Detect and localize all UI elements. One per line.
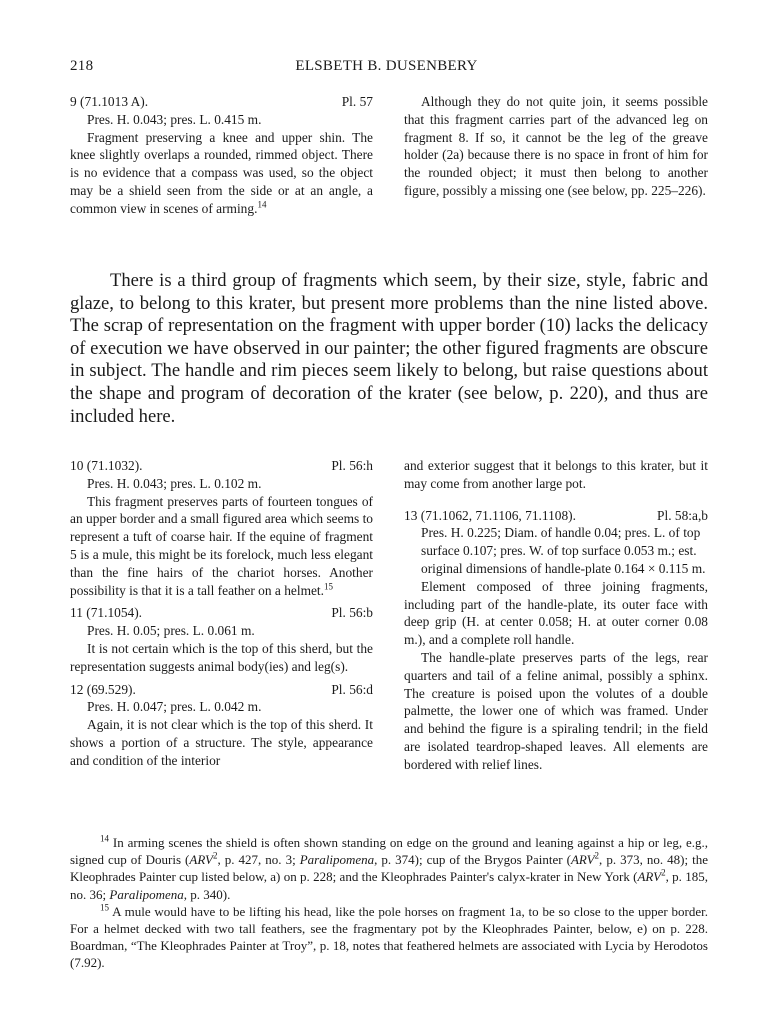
entry-9-plate: Pl. 57 bbox=[341, 94, 373, 109]
footnote-ref-15: 15 bbox=[324, 581, 333, 592]
entry-11-plate: Pl. 56:b bbox=[331, 605, 373, 621]
entry-9-continuation: Although they do not quite join, it seems possible that this fragment carries part of the advanced leg on fragment 8. If so, it cannot be the leg of the greave holder (2a) because there is no space in front of him for the rounded object; it must then belong to another figure, possibly a missing one (see below, pp. 225–226). bbox=[404, 94, 708, 198]
entry-12-description: Again, it is not clear which is the top of this sherd. It shows a portion of a structure. The style, appearance and condition of the interior bbox=[70, 717, 373, 768]
entry-13-description-1: Element composed of three joining fragments, including part of the handle-plate, its outer face with deep grip (H. at center 0.058; H. at outer corner 0.08 m.), and a complete roll handle. bbox=[404, 578, 708, 648]
footnote-ref-14: 14 bbox=[257, 199, 267, 210]
entry-10-id: 10 (71.1032). bbox=[70, 458, 143, 473]
entry-11-measurements: Pres. H. 0.05; pres. L. 0.061 m. bbox=[87, 623, 255, 639]
entry-9-id: 9 (71.1013 A). bbox=[70, 94, 149, 109]
entry-10-measurements: Pres. H. 0.043; pres. L. 0.102 m. bbox=[87, 475, 262, 491]
page-number: 218 bbox=[70, 58, 94, 74]
bottom-left-column bbox=[70, 457, 373, 770]
footnotes bbox=[70, 834, 708, 972]
entry-13-plate: Pl. 58:a,b bbox=[657, 507, 708, 523]
running-title: ELSBETH B. DUSENBERY bbox=[295, 58, 478, 74]
footnote-14: $^{14}$ In arming scenes the shield is often shown standing on edge on the ground and leaning against a hip or leg, e.g., signed cup of Douris (ARV$^2$, p. 427, no. 3; Paralipomena, p. 374); cup of the Brygos Painter (ARV$^2$, p. 373, no. 48); the Kleophrades Painter cup listed below, a) on p. 228; and the Kleophrades Painter's calyx-krater in New York (ARV$^2$, p. 185, no. 36; Paralipomena, p. 340). bbox=[70, 833, 709, 902]
entry-12-continuation: and exterior suggest that it belongs to this krater, but it may come from another large pot. bbox=[404, 458, 708, 491]
entry-9-measurements: Pres. H. 0.043; pres. L. 0.415 m. bbox=[87, 111, 262, 127]
intro-paragraph: There is a third group of fragments which seem, by their size, style, fabric and glaze, to belong to this krater, but present more problems than the nine listed above. The scrap of representation on the fragment with upper border (10) lacks the delicacy of execution we have observed in our painter; the other figured fragments are obscure in subject. The handle and rim pieces seem likely to belong, but raise questions about the shape and program of decoration of the krater (see below, p. 220), and thus are included here. bbox=[70, 270, 708, 427]
entry-13-id: 13 (71.1062, 71.1106, 71.1108). bbox=[404, 507, 576, 523]
top-right-column bbox=[404, 93, 708, 200]
entry-10-description: This fragment preserves parts of fourteen tongues of an upper border and a small figured area which seems to represent a tuft of coarse hair. If the equine of fragment 5 is a mule, this might be its forelock, much less elegant than the fine hairs of the chariot horses. Another possibility is that it is a tall feather on a helmet.$^{15}$ bbox=[70, 493, 373, 598]
entry-9-description: Fragment preserving a knee and upper shin. The knee slightly overlaps a rounded, rimmed object. There is no evidence that a compass was used, so the object may be a shield seen from the side or at an angle, a common view in scenes of arming.$^{14}$ bbox=[70, 129, 373, 216]
footnote-15: $^{15}$ A mule would have to be lifting his head, like the pole horses on fragment 1a, to be so close to the upper border. For a helmet decked with two tall feathers, see the fragmentary pot by the Kleophrades Painter, below, e) on p. 228. Boardman, “The Kleophrades Painter at Troy”, p. 18, notes that feathered helmets are associated with Lycia by Herodotos (7.92). bbox=[70, 902, 708, 971]
entry-9 bbox=[70, 93, 373, 218]
bottom-right-column bbox=[404, 457, 708, 774]
entry-12-plate: Pl. 56:d bbox=[331, 681, 373, 697]
entry-12-id: 12 (69.529). bbox=[70, 681, 136, 697]
entry-12-measurements: Pres. H. 0.047; pres. L. 0.042 m. bbox=[87, 699, 262, 715]
entry-11-id: 11 (71.1054). bbox=[70, 605, 143, 621]
entry-10-plate: Pl. 56:h bbox=[331, 458, 373, 473]
entry-13-description-2: The handle-plate preserves parts of the legs, rear quarters and tail of a feline animal, possibly a sphinx. The creature is poised upon the volutes of a double palmette, the lower one of which was framed. Under and behind the figure is a spiraling tendril; in the field are isolated teardrop-shaped leaves. All elements are bordered with relief lines. bbox=[404, 649, 708, 772]
entry-11-description: It is not certain which is the top of this sherd, but the representation suggests animal body(ies) and leg(s). bbox=[70, 640, 373, 674]
entry-13-measurements: Pres. H. 0.225; Diam. of handle 0.04; pres. L. of top surface 0.107; pres. W. of top surface 0.053 m.; est. original dimensions of handle-plate 0.164 × 0.115 m. bbox=[421, 525, 706, 576]
